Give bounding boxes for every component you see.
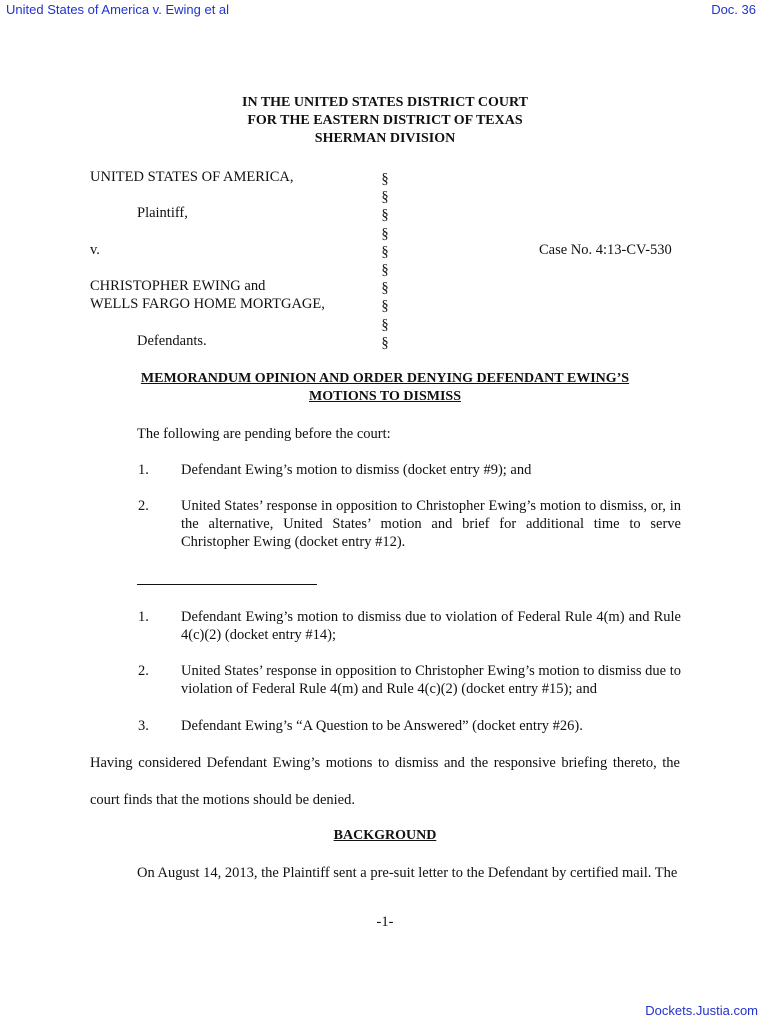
doc-number-link[interactable]: Doc. 36 (711, 2, 756, 17)
defendant-name-line-2: WELLS FARGO HOME MORTGAGE, (90, 296, 325, 312)
document-title-line-1: MEMORANDUM OPINION AND ORDER DENYING DEFENDANT EWING’S (140, 371, 630, 386)
list-item-text: Defendant Ewing’s motion to dismiss (docket entry #9); and (181, 462, 532, 478)
court-division: SHERMAN DIVISION (314, 131, 456, 146)
list-item-text: Defendant Ewing’s “A Question to be Answered” (docket entry #26). (181, 718, 583, 734)
list-item-number: 1. (138, 462, 149, 478)
intro-text: The following are pending before the court: (137, 426, 391, 442)
plaintiff-name: UNITED STATES OF AMERICA, (90, 169, 294, 185)
section-mark: § (381, 280, 389, 297)
section-mark: § (381, 171, 389, 187)
section-mark: § (381, 243, 389, 260)
court-name-line-1: IN THE UNITED STATES DISTRICT COURT (242, 95, 528, 110)
list-item-number: 2. (138, 663, 149, 679)
background-paragraph: On August 14, 2013, the Plaintiff sent a pre-suit letter to the Defendant by certified mail. The (137, 865, 678, 881)
list-item-number: 1. (138, 609, 149, 625)
defendant-name-line-1: CHRISTOPHER EWING and (90, 278, 266, 294)
section-mark: § (381, 334, 389, 351)
list-item-text: United States’ response in opposition to Christopher Ewing’s motion to dismiss, or, in the alternative, United States’ motion and brief for additional time to serve Christopher Ewing (docket entry #12). (181, 498, 681, 550)
list-item-number: 3. (138, 718, 149, 734)
list-item-text: United States’ response in opposition to Christopher Ewing’s motion to dismiss due to violation of Federal Rule 4(m) and Rule 4(c)(2) (docket entry #15); and (181, 663, 681, 697)
court-name-line-2: FOR THE EASTERN DISTRICT OF TEXAS (247, 113, 523, 128)
list-item-text: Defendant Ewing’s motion to dismiss due to violation of Federal Rule 4(m) and Rule 4(c)(2) (docket entry #14); (181, 609, 681, 643)
section-divider (137, 584, 317, 585)
document-title-line-2: MOTIONS TO DISMISS (309, 389, 461, 404)
justia-footer-link[interactable]: Dockets.Justia.com (645, 1003, 758, 1018)
section-mark: § (381, 262, 389, 279)
section-mark: § (381, 189, 389, 206)
defendant-role: Defendants. (137, 333, 207, 349)
background-heading: BACKGROUND (333, 828, 437, 843)
section-mark: § (381, 207, 389, 224)
conclusion-paragraph: Having considered Defendant Ewing’s motions to dismiss and the responsive briefing thereto, the court finds that the motions should be denied. (90, 755, 680, 808)
section-mark: § (381, 225, 389, 242)
versus-label: v. (90, 242, 100, 258)
page-number: -1- (376, 914, 394, 930)
list-item-number: 2. (138, 498, 149, 514)
section-mark: § (381, 298, 389, 315)
section-marks-column (378, 170, 392, 352)
case-number: Case No. 4:13-CV-530 (539, 242, 672, 258)
case-title-link[interactable]: United States of America v. Ewing et al (6, 2, 230, 17)
section-mark: § (381, 316, 389, 333)
plaintiff-role: Plaintiff, (137, 205, 188, 221)
